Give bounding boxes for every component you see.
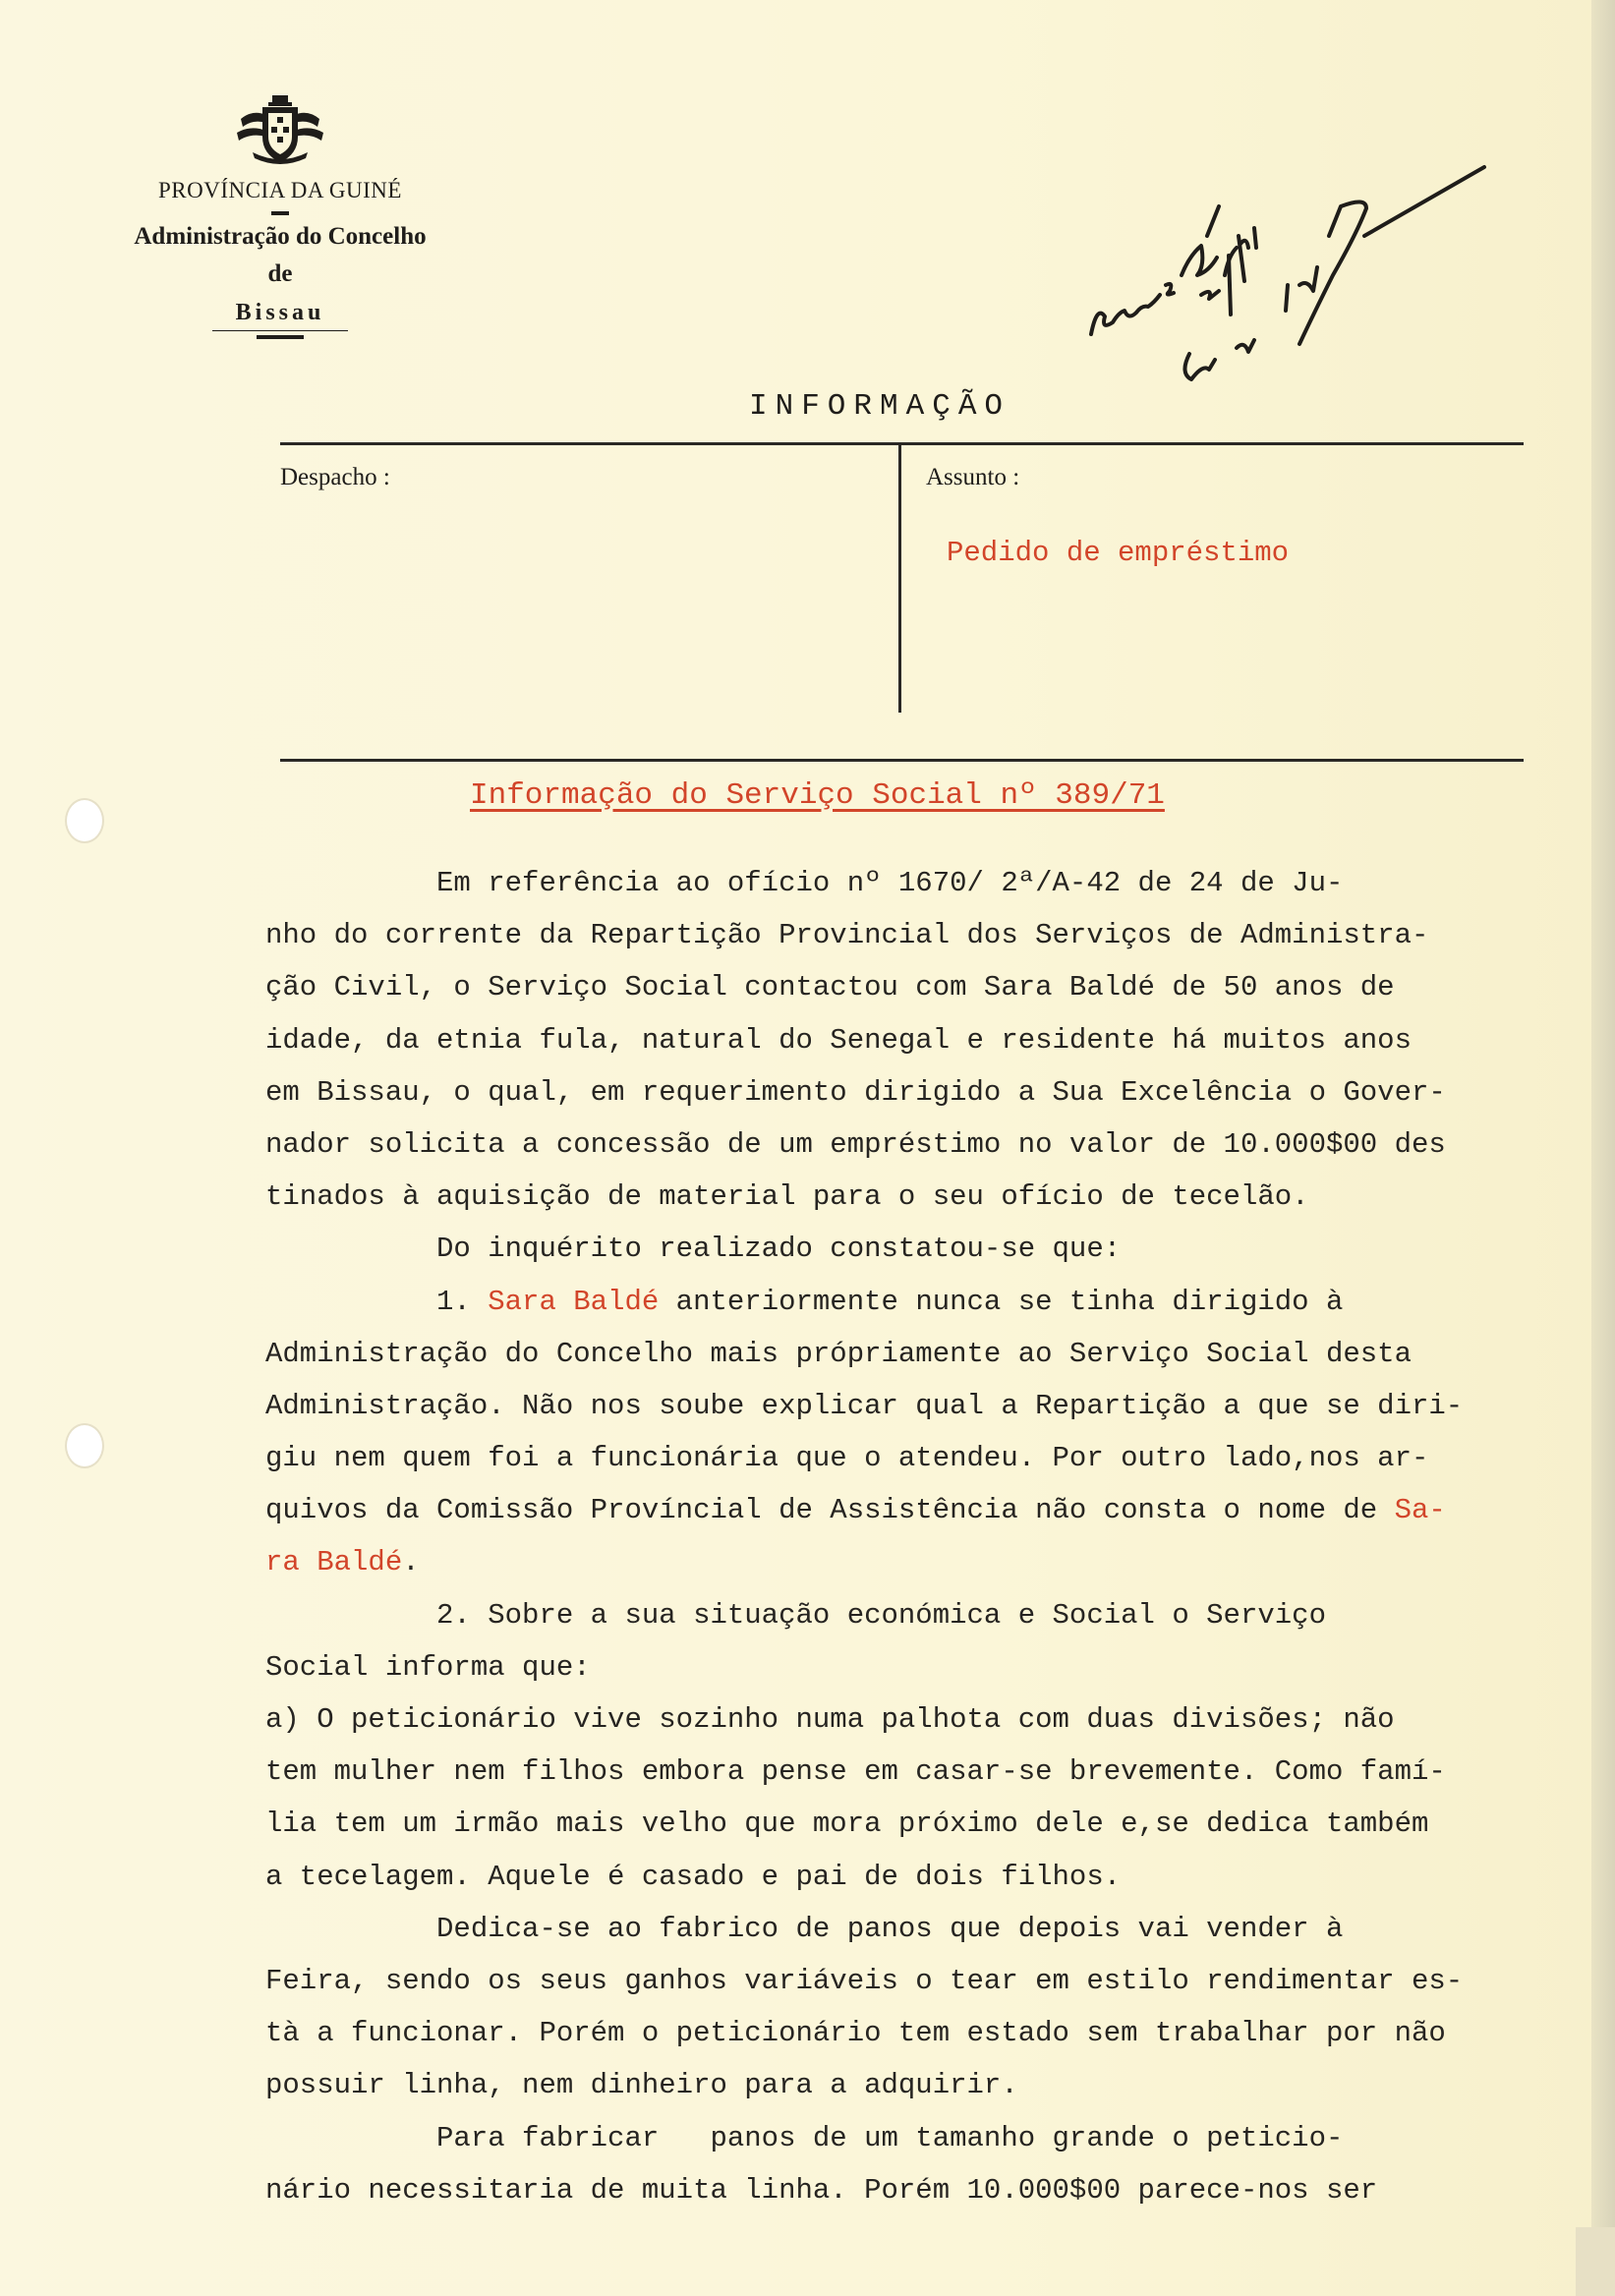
body-line-archives <box>265 1484 1583 1536</box>
letterhead-province: PROVÍNCIA DA GUINÉ <box>158 178 402 202</box>
body-line: nador solicita a concessão de um empréstimo no valor de 10.000$00 des <box>265 1127 1446 1161</box>
header-rule-divider <box>898 445 901 713</box>
letterhead-rule-bold <box>257 335 304 339</box>
body-line-item-1 <box>265 1276 1583 1328</box>
body-line: idade, da etnia fula, natural do Senegal e residente há muitos anos <box>265 1023 1412 1057</box>
name-end-suffix: . <box>402 1546 420 1579</box>
despacho-label: Despacho : <box>280 464 390 490</box>
body-line: tà a funcionar. Porém o peticionário tem estado sem trabalhar por não <box>265 2017 1446 2050</box>
page-corner <box>1576 2227 1615 2296</box>
body-line: lia tem um irmão mais velho que mora próximo dele e,se dedica também <box>265 1808 1429 1841</box>
body-line-name-end <box>265 1536 1583 1588</box>
letterhead-rule <box>212 330 348 331</box>
body-line: em Bissau, o qual, em requerimento dirigido a Sua Excelência o Gover- <box>265 1075 1446 1109</box>
body-line: tinados à aquisição de material para o seu ofício de tecelão. <box>265 1180 1309 1214</box>
letterhead-city: Bissau <box>235 300 325 325</box>
item-1-prefix: 1. <box>265 1285 489 1318</box>
letterhead-administration: Administração do Concelho <box>134 223 427 250</box>
body-line: Em referência ao ofício nº 1670/ 2ª/A-42 de 24 de Ju- <box>265 867 1344 899</box>
body-line: 2. Sobre a sua situação económica e Social o Serviço <box>265 1598 1326 1632</box>
body-line: possuir linha, nem dinheiro para a adquirir. <box>265 2069 1018 2102</box>
body-line: Para fabricar panos de um tamanho grande o peticio- <box>265 2121 1344 2154</box>
header-rule-top <box>280 442 1524 445</box>
body-line: giu nem quem foi a funcionária que o atendeu. Por outro lado,nos ar- <box>265 1442 1429 1475</box>
archives-text: quivos da Comissão Províncial de Assistência não consta o nome de <box>265 1494 1395 1527</box>
page-edge <box>1591 0 1615 2296</box>
body-line: Do inquérito realizado constatou-se que: <box>265 1233 1122 1266</box>
report-body <box>265 857 1583 2216</box>
petitioner-name-start: Sa- <box>1394 1494 1446 1527</box>
punch-hole-top <box>65 798 104 843</box>
body-line: Social informa que: <box>265 1650 591 1684</box>
letterhead <box>88 93 472 339</box>
body-line: Dedica-se ao fabrico de panos que depois vai vender à <box>265 1912 1344 1945</box>
header-rule-bottom <box>280 759 1524 762</box>
body-line: a tecelagem. Aquele é casado e pai de dois filhos. <box>265 1860 1122 1893</box>
assunto-label: Assunto : <box>926 464 1020 490</box>
body-line: Feira, sendo os seus ganhos variáveis o tear em estilo rendimentar es- <box>265 1964 1464 1997</box>
body-line: a) O peticionário vive sozinho numa palhota com duas divisões; não <box>265 1703 1395 1736</box>
body-line: nho do corrente da Repartição Provincial dos Serviços de Administra- <box>265 919 1429 952</box>
body-line: nário necessitaria de muita linha. Porém 10.000$00 parece-nos ser <box>265 2173 1378 2207</box>
handwritten-dispatch-note <box>1071 138 1514 423</box>
body-line: Administração. Não nos soube explicar qual a Repartição a que se diri- <box>265 1389 1464 1422</box>
coat-of-arms-icon <box>233 93 327 168</box>
document-title: INFORMAÇÃO <box>749 389 1011 424</box>
handwritten-note-text: Remeta-se ao Cid. 12/Ago/1971 <box>1071 138 1084 139</box>
assunto-value: Pedido de empréstimo <box>947 537 1290 569</box>
body-line: tem mulher nem filhos embora pense em casar-se brevemente. Como famí- <box>265 1755 1446 1789</box>
report-heading: Informação do Serviço Social nº 389/71 <box>470 778 1165 813</box>
item-1-suffix: anteriormente nunca se tinha dirigido à <box>659 1285 1344 1318</box>
petitioner-name: Sara Baldé <box>488 1285 660 1318</box>
punch-hole-bottom <box>65 1423 104 1468</box>
petitioner-name-end: ra Baldé <box>265 1546 403 1579</box>
body-line: ção Civil, o Serviço Social contactou com Sara Baldé de 50 anos de <box>265 971 1395 1004</box>
letterhead-de: de <box>267 260 293 287</box>
letterhead-dash <box>271 211 289 215</box>
body-line: Administração do Concelho mais própriamente ao Serviço Social desta <box>265 1337 1412 1370</box>
